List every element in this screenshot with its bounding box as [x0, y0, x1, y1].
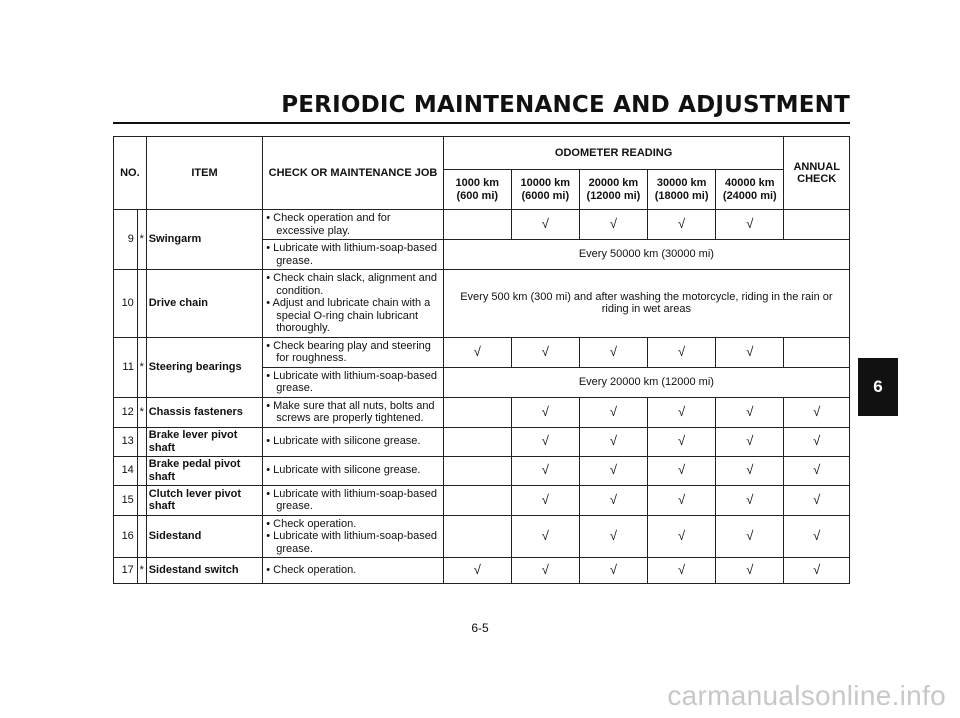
row-asterisk	[137, 485, 146, 515]
interval-mi: (6000 mi)	[521, 189, 570, 202]
interval-km: 20000 km	[588, 177, 639, 189]
row-item: Brake lever pivot shaft	[146, 427, 263, 456]
check-mark: √	[716, 427, 784, 456]
check-mark: √	[511, 397, 579, 427]
annual-check-mark: √	[784, 558, 850, 584]
check-mark	[443, 427, 511, 456]
header-interval	[716, 170, 784, 210]
header-odometer: ODOMETER READING	[443, 137, 784, 170]
header-no: NO.	[114, 137, 147, 210]
row-asterisk: *	[137, 558, 146, 584]
row-number: 16	[114, 515, 138, 558]
check-mark: √	[579, 210, 647, 240]
row-number: 14	[114, 456, 138, 485]
job-line: • Lubricate with lithium-soap-based grease.	[266, 369, 437, 394]
interval-note: Every 500 km (300 mi) and after washing the motorcycle, riding in the rain or riding in wet areas	[443, 270, 849, 338]
check-mark: √	[579, 558, 647, 584]
table-row	[114, 485, 850, 515]
row-asterisk: *	[137, 337, 146, 397]
header-interval	[579, 170, 647, 210]
table-row	[114, 558, 850, 584]
header-annual: ANNUAL CHECK	[784, 137, 850, 210]
job-line: • Lubricate with silicone grease.	[266, 464, 421, 477]
maintenance-table	[113, 136, 850, 584]
row-asterisk	[137, 427, 146, 456]
row-item: Drive chain	[146, 270, 263, 338]
header-interval	[648, 170, 716, 210]
row-item: Steering bearings	[146, 337, 263, 397]
title-rule	[113, 122, 850, 124]
table-row	[114, 456, 850, 485]
interval-mi: (12000 mi)	[586, 189, 641, 202]
check-mark: √	[648, 337, 716, 367]
header-item: ITEM	[146, 137, 263, 210]
check-mark: √	[579, 397, 647, 427]
row-job	[263, 337, 444, 367]
check-mark: √	[579, 485, 647, 515]
job-line: • Lubricate with silicone grease.	[266, 435, 421, 448]
row-item: Swingarm	[146, 210, 263, 270]
table-row	[114, 270, 850, 338]
header-interval	[511, 170, 579, 210]
annual-check-mark: √	[784, 397, 850, 427]
row-job	[263, 456, 444, 485]
check-mark	[443, 456, 511, 485]
interval-note: Every 50000 km (30000 mi)	[443, 240, 849, 270]
row-item: Sidestand switch	[146, 558, 263, 584]
check-mark: √	[716, 397, 784, 427]
interval-km: 10000 km	[520, 177, 571, 189]
check-mark: √	[648, 427, 716, 456]
check-mark: √	[716, 485, 784, 515]
check-mark: √	[511, 210, 579, 240]
row-number: 12	[114, 397, 138, 427]
check-mark	[443, 397, 511, 427]
interval-mi: (600 mi)	[456, 189, 499, 202]
row-job	[263, 485, 444, 515]
check-mark: √	[716, 210, 784, 240]
row-job	[263, 558, 444, 584]
interval-km: 1000 km	[455, 177, 499, 189]
row-number: 15	[114, 485, 138, 515]
check-mark: √	[511, 485, 579, 515]
row-job	[263, 270, 444, 338]
check-mark: √	[716, 337, 784, 367]
check-mark: √	[648, 397, 716, 427]
check-mark: √	[716, 456, 784, 485]
check-mark: √	[443, 558, 511, 584]
row-number: 17	[114, 558, 138, 584]
check-mark: √	[511, 427, 579, 456]
check-mark: √	[648, 210, 716, 240]
header-interval	[443, 170, 511, 210]
row-asterisk: *	[137, 397, 146, 427]
page-number: 6-5	[471, 621, 489, 635]
table-row	[114, 427, 850, 456]
job-line: • Adjust and lubricate chain with a special O-ring chain lubricant thoroughly.	[266, 297, 431, 334]
table-row	[114, 337, 850, 367]
row-number: 10	[114, 270, 138, 338]
check-mark	[443, 515, 511, 558]
check-mark: √	[511, 515, 579, 558]
row-job	[263, 210, 444, 240]
annual-check-mark: √	[784, 427, 850, 456]
check-mark: √	[579, 515, 647, 558]
annual-check-mark: √	[784, 456, 850, 485]
row-asterisk	[137, 456, 146, 485]
row-number: 11	[114, 337, 138, 397]
row-item: Clutch lever pivot shaft	[146, 485, 263, 515]
table-body	[114, 210, 850, 584]
check-mark: √	[648, 485, 716, 515]
check-mark: √	[716, 558, 784, 584]
job-line: • Lubricate with lithium-soap-based grease.	[266, 242, 437, 267]
check-mark: √	[579, 337, 647, 367]
table-row	[114, 515, 850, 558]
job-line: • Lubricate with lithium-soap-based grease.	[266, 487, 437, 512]
row-item: Chassis fasteners	[146, 397, 263, 427]
check-mark: √	[443, 337, 511, 367]
check-mark: √	[579, 427, 647, 456]
row-asterisk	[137, 270, 146, 338]
row-item: Brake pedal pivot shaft	[146, 456, 263, 485]
annual-check-mark	[784, 210, 850, 240]
job-line: • Check chain slack, alignment and condition.	[266, 272, 437, 297]
check-mark	[443, 210, 511, 240]
job-line: • Check bearing play and steering for roughness.	[266, 339, 431, 364]
job-line: • Check operation.	[266, 517, 357, 530]
interval-mi: (24000 mi)	[722, 189, 777, 202]
row-job	[263, 427, 444, 456]
check-mark: √	[648, 456, 716, 485]
check-mark: √	[648, 515, 716, 558]
annual-check-mark: √	[784, 515, 850, 558]
row-asterisk: *	[137, 210, 146, 270]
header-job: CHECK OR MAINTENANCE JOB	[263, 137, 444, 210]
interval-mi: (18000 mi)	[654, 189, 709, 202]
annual-check-mark	[784, 337, 850, 367]
job-line: • Make sure that all nuts, bolts and screws are properly tightened.	[266, 399, 435, 424]
row-job	[263, 515, 444, 558]
row-job	[263, 397, 444, 427]
interval-km: 40000 km	[725, 177, 775, 189]
header-row-1	[114, 137, 850, 170]
check-mark: √	[716, 515, 784, 558]
check-mark: √	[648, 558, 716, 584]
job-line: • Check operation.	[266, 564, 357, 577]
check-mark: √	[511, 558, 579, 584]
row-number: 9	[114, 210, 138, 270]
page-title: PERIODIC MAINTENANCE AND ADJUSTMENT	[281, 92, 850, 118]
table-row	[114, 210, 850, 240]
check-mark	[443, 485, 511, 515]
check-mark: √	[511, 337, 579, 367]
row-job	[263, 240, 444, 270]
chapter-tab: 6	[858, 358, 898, 416]
annual-check-mark: √	[784, 485, 850, 515]
row-item: Sidestand	[146, 515, 263, 558]
row-asterisk	[137, 515, 146, 558]
job-line: • Lubricate with lithium-soap-based grease.	[266, 530, 437, 555]
interval-km: 30000 km	[656, 177, 707, 189]
job-line: • Check operation and for excessive play.	[266, 212, 391, 237]
row-job	[263, 367, 444, 397]
check-mark: √	[579, 456, 647, 485]
check-mark: √	[511, 456, 579, 485]
table-row	[114, 397, 850, 427]
row-number: 13	[114, 427, 138, 456]
watermark: carmanualsonline.info	[667, 680, 946, 711]
interval-note: Every 20000 km (12000 mi)	[443, 367, 849, 397]
